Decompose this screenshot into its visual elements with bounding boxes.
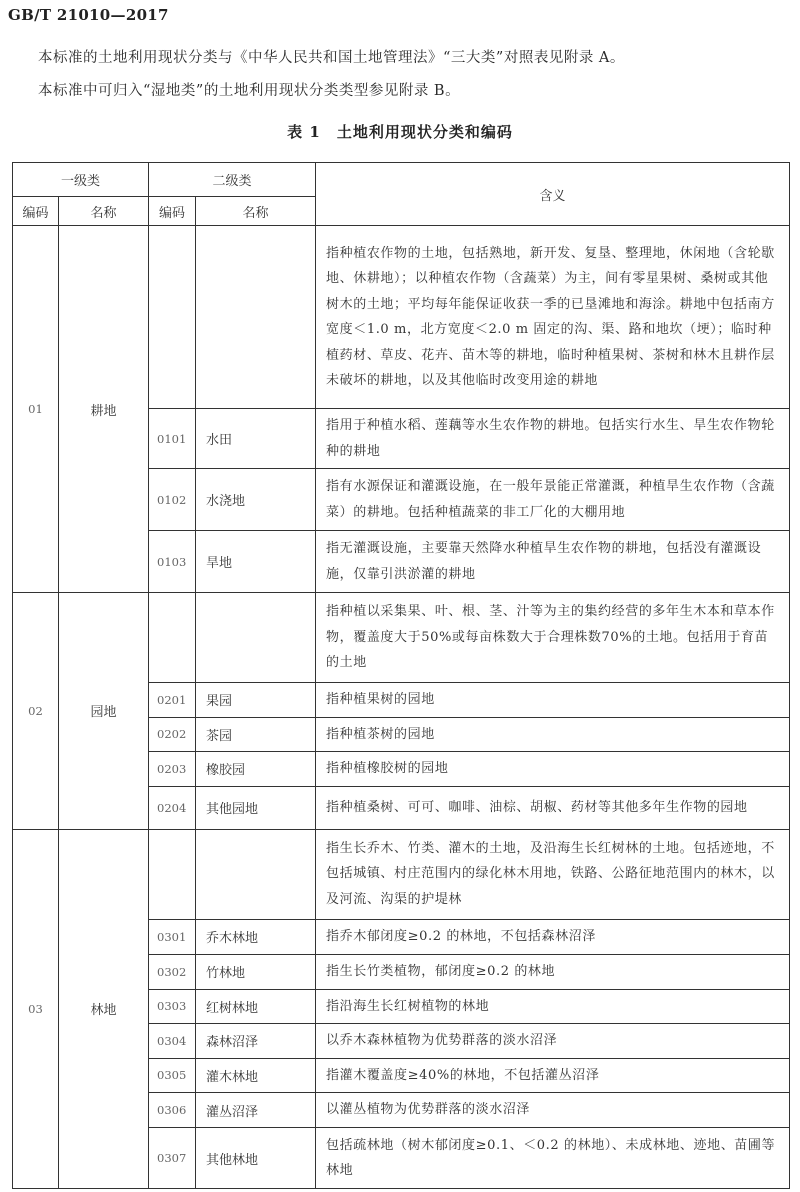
subcategory-description: 包括疏林地（树木郁闭度≥0.1、＜0.2 的林地）、未成林地、迹地、苗圃等林地 [316,1128,790,1189]
table-title: 表 1 土地利用现状分类和编码 [287,123,513,141]
level2-code: 0202 [149,717,196,752]
category-description: 指生长乔木、竹类、灌木的土地，及沿海生长红树林的土地。包括迹地，不包括城镇、村庄范围内的绿化林木用地，铁路、公路征地范围内的林木，以及河流、沟渠的护堤林 [316,829,790,919]
header-level1-code: 编码 [13,197,59,226]
level2-name: 旱地 [196,531,316,593]
subcategory-description: 指生长竹类植物，郁闭度≥0.2 的林地 [316,954,790,989]
paragraph-appendix-a: 本标准的土地利用现状分类与《中华人民共和国土地管理法》“三大类”对照表见附录 A。 [38,50,625,66]
subcategory-description: 以灌丛植物为优势群落的淡水沼泽 [316,1093,790,1128]
level1-name: 林地 [59,829,149,1189]
subcategory-description: 以乔木森林植物为优势群落的淡水沼泽 [316,1024,790,1059]
level2-name: 橡胶园 [196,752,316,787]
level2-code-empty [149,226,196,409]
level2-code: 0103 [149,531,196,593]
level2-name: 水田 [196,409,316,469]
table-row-category [13,226,790,409]
level1-name: 园地 [59,593,149,830]
level2-name: 其他林地 [196,1128,316,1189]
level2-code: 0307 [149,1128,196,1189]
level2-code: 0305 [149,1058,196,1093]
header-level2-name: 名称 [196,197,316,226]
header-level2-code: 编码 [149,197,196,226]
level2-code: 0306 [149,1093,196,1128]
level2-code-empty [149,593,196,683]
subcategory-description: 指乔木郁闭度≥0.2 的林地，不包括森林沼泽 [316,919,790,954]
level2-name: 灌丛沼泽 [196,1093,316,1128]
level1-code: 03 [13,829,59,1189]
level2-code: 0102 [149,469,196,531]
level2-name: 乔木林地 [196,919,316,954]
level2-name: 茶园 [196,717,316,752]
level2-name: 果园 [196,683,316,718]
subcategory-description: 指灌木覆盖度≥40%的林地，不包括灌丛沼泽 [316,1058,790,1093]
level1-code: 02 [13,593,59,830]
table-row-category [13,829,790,919]
land-use-classification-table [12,162,790,1189]
level2-name-empty [196,593,316,683]
level2-code: 0302 [149,954,196,989]
header-level2: 二级类 [149,163,316,197]
subcategory-description: 指种植茶树的园地 [316,717,790,752]
subcategory-description: 指种植橡胶树的园地 [316,752,790,787]
level1-name: 耕地 [59,226,149,593]
subcategory-description: 指沿海生长红树植物的林地 [316,989,790,1024]
level2-name: 灌木林地 [196,1058,316,1093]
level2-code: 0203 [149,752,196,787]
subcategory-description: 指用于种植水稻、莲藕等水生农作物的耕地。包括实行水生、旱生农作物轮种的耕地 [316,409,790,469]
level2-name: 红树林地 [196,989,316,1024]
subcategory-description: 指有水源保证和灌溉设施，在一般年景能正常灌溉，种植旱生农作物（含蔬菜）的耕地。包括种植蔬菜的非工厂化的大棚用地 [316,469,790,531]
paragraph-appendix-b: 本标准中可归入“湿地类”的土地利用现状分类类型参见附录 B。 [38,83,461,99]
header-level1: 一级类 [13,163,149,197]
header-level1-name: 名称 [59,197,149,226]
subcategory-description: 指无灌溉设施，主要靠天然降水种植旱生农作物的耕地，包括没有灌溉设施，仅靠引洪淤灌的耕地 [316,531,790,593]
level2-name: 水浇地 [196,469,316,531]
table-body [13,226,790,1189]
level2-name-empty [196,226,316,409]
level2-code-empty [149,829,196,919]
header-meaning: 含义 [316,163,790,226]
level2-code: 0304 [149,1024,196,1059]
category-description: 指种植以采集果、叶、根、茎、汁等为主的集约经营的多年生木本和草本作物，覆盖度大于50%或每亩株数大于合理株数70%的土地。包括用于育苗的土地 [316,593,790,683]
table-row-category [13,593,790,683]
level2-name: 森林沼泽 [196,1024,316,1059]
level2-code: 0301 [149,919,196,954]
standard-number-header: GB/T 21010—2017 [8,6,169,24]
level1-code: 01 [13,226,59,593]
level2-code: 0201 [149,683,196,718]
level2-name: 竹林地 [196,954,316,989]
subcategory-description: 指种植果树的园地 [316,683,790,718]
subcategory-description: 指种植桑树、可可、咖啡、油棕、胡椒、药材等其他多年生作物的园地 [316,786,790,829]
category-description: 指种植农作物的土地，包括熟地，新开发、复垦、整理地，休闲地（含轮歇地、休耕地）；以种植农作物（含蔬菜）为主，间有零星果树、桑树或其他树木的土地；平均每年能保证收获一季的已垦滩地和海涂。耕地中包括南方宽度＜1.0 m，北方宽度＜2.0 m 固定的沟、渠、路和地坎（埂）；临时种植药材、草皮、花卉、苗木等的耕地，临时种植果树、茶树和林木且耕作层未破坏的耕地，以及其他临时改变用途的耕地 [316,226,790,409]
level2-code: 0303 [149,989,196,1024]
level2-name: 其他园地 [196,786,316,829]
level2-code: 0204 [149,786,196,829]
level2-code: 0101 [149,409,196,469]
level2-name-empty [196,829,316,919]
